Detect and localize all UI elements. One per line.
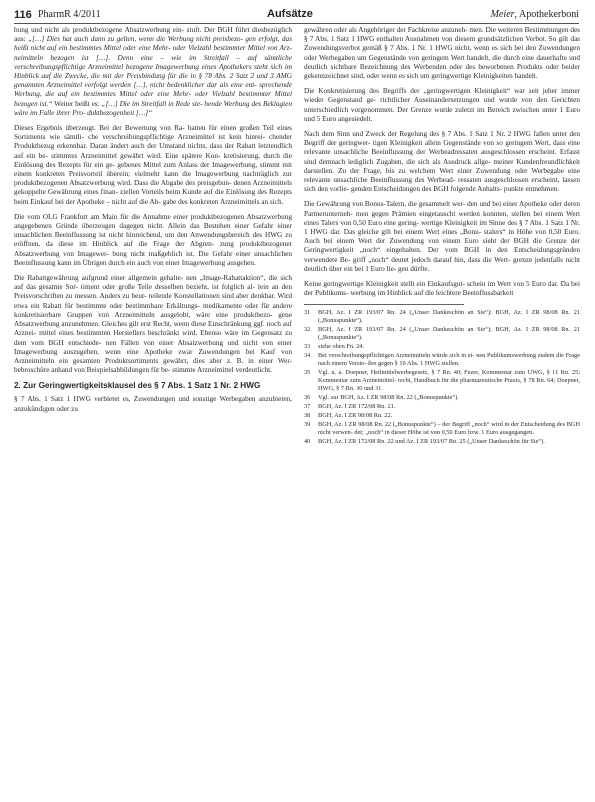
footnote [304, 403, 580, 411]
author-name: Meier [490, 9, 515, 20]
footnote-text: Bei verschreibungspflichtigen Arzneimitteln würde sich in ei- nen Publikumswerbung zudem die Frage nach einem Versto- ßes gegen § 10 Abs. 1 HWG stellen. [318, 352, 580, 368]
paragraph: § 7 Abs. 1 Satz 1 HWG verbietet es, Zuwendungen und sonstige Werbegaben anzubieten, anzukündigen oder zu [14, 395, 292, 413]
footnote-text: BGH, Az. I ZR 193/07 Rn. 24 („Unser Dankeschön an Sie“); BGH, Az. I ZR 98/08 Rn. 21 („Bonuspunkte“). [318, 326, 580, 342]
footnote [304, 352, 580, 368]
footnote [304, 369, 580, 393]
paragraph [14, 26, 292, 118]
paragraph: Nach dem Sinn und Zweck der Regelung des § 7 Abs. 1 Satz 1 Nr. 2 HWG fallen unter den Begriff der geringwer- tigen Kleinigkeit allein Gegenstände von so geringem Wert, dass eine relevante unsachliche Beeinflussung der Werbeadressaten ausgeschlossen erscheint. Erfasst sind demnach lediglich Zugaben, die sich als Ausdruck allge- meiner Kundenfreundlichkeit darstellen. Zu der Frage, bis zu welchem Wert einer Zuwendung oder Werbegabe eine relevante unsachliche Beeinflussung des Werbead- ressaten ausgeschlossen erscheint, lassen sich den vorlie- genden Entscheidungen des BGH folgende Anhalts- punkte entnehmen. [304, 130, 580, 194]
paragraph: Dieses Ergebnis überzeugt. Bei der Bewertung von Ra- batten für einen großen Teil eines Sortiments wie sämtli- che verschreibungspflichtige Arzneimittel ist kein hinrei- chender Produktbezug erkennbar. Daran ändert auch der Umstand nichts, dass der Rabatt letztendlich auf ein be- stimmtes Arzneimittel gewährt wird. Eine spätere Kon- kretisierung, durch die Einlösung des Rezepts für ein ge- gebenes Mittel zum Anlass der Imagewerbung, stimmt mit einem konkreten Preisvorteil überein; vielmehr kann die Imagewerbung nachträglich zur produktbezogenen Absatzwerbung wird. Dass die Abgabe des preisgebun- denen Arzneimittels gekoppelte Gewährung eines finan- ziellen Vorteils beim Kunde auf die Einlösung des Rezepts beim Einkauf bei der Apotheke – nicht auf die Ab- gabe des konkreten Arzneimittels an sich. [14, 124, 292, 206]
running-author: Meier, Apothekerboni [490, 9, 579, 20]
footnote-number: 37 [304, 403, 311, 411]
footnote-text: Vgl. zur BGH, Az. I ZR 98/08 Rn. 22 („Bonuspunkte“). [318, 394, 459, 402]
paragraph: Die Konkretisierung des Begriffs der „geringwertigen Kleinigkeit“ war seit jeher immer wieder Gegenstand ge- richtlicher Auseinandersetzungen und wurde von den Gerichten unterschiedlich vorgenommen. Der Grenze wurde zuletzt im Bereich zwischen unter 1 Euro und 5 Euro angesiedelt. [304, 87, 580, 123]
footnote-number: 31 [304, 309, 311, 317]
footnote [304, 394, 580, 402]
paragraph: Die vom OLG Frankfurt am Main für die Annahme einer produktbezogenen Absatzwerbung angegebenen Gründe überzeugen dagegen nicht. Allein das Bestehen einer Gefahr einer unsachlichen Beeinflussung ist nicht hinreichend, um den Anwendungsbereich des HWG zu eröffnen, da diese im Hinblick auf die Frage der Abgren- zung produktbezogener Absatzwerbung von Imagewer- bung nicht maßgeblich ist. Die Gefahr einer unsachlichen Beeinflussung kann im Übrigen durch ein auch von einer Imagewerbung ausgehen. [14, 212, 292, 267]
left-column [14, 26, 292, 796]
article-title-short: Apothekerboni [519, 9, 579, 20]
paragraph: Die Rabattgewährung aufgrund einer allgemein gehalte- nen „Image-Rabattaktion“, die sich auf das gesamte Sor- timent oder große Teile desselben bezieht, ist folglich al- lein an den Preisvorschriften zu messen. Anders zu beur- teilende Konstellationen sind aber denkbar. Wird etwa ein Rabatt für bestimmte oder bestimmbare Erkältungs- medikamente oder für andere konkretisierbare Gruppen von Arzneimitteln ausgelobt, wäre eine produktbezo- gene Absatzwerbung anzunehmen. Gleiches gilt erst Recht, wenn diese Einschränkung ggf. noch auf Arznei- mittel eines bestimmten Herstellers beschränkt wird. Ebenso wäre im Gegensatz zu dem vom BGH entschiede- nen Fällen von einer Absatzwerbung und nicht von einer Imagewerbung auszugehen, wenn eine Apotheke zwar Zuwendungen bei Kauf von Arzneimitteln ein gesamten Produktsortiments gewährt, dies aber z. B. in einer Wer- bebroschüre anhand von Beispielsabbildungen für be- stimmte Arzneimittel verdeutlicht. [14, 274, 292, 375]
footnote-divider [304, 304, 464, 305]
paragraph-text: Weiter heißt es: [52, 99, 102, 108]
footnote-text: BGH, Az. I ZR 172/08 Rn. 21. [318, 403, 396, 411]
footnote-text: siehe oben Fn. 24. [318, 343, 364, 351]
page-number: 116 [14, 9, 32, 21]
footnote [304, 438, 580, 446]
right-column [304, 26, 580, 796]
footnote [304, 309, 580, 325]
footnote [304, 421, 580, 437]
section-heading: 2. Zur Geringwertigkeitsklausel des § 7 Abs. 1 Satz 1 Nr. 2 HWG [14, 381, 261, 391]
footnote-text: BGH, Az. I ZR 98/08 Rn. 22 („Bonuspunkte“) – der Begriff „noch“ wird in der Entscheidung des BGH nicht verwen- det; „noch“ in dieser Höhe ist von 0,50 Euro bzw. 1 Euro ausgegangen. [318, 421, 580, 437]
footnotes [304, 309, 580, 446]
footnote-number: 35 [304, 369, 311, 377]
quote-text: „[…] Dies hat auch dann zu gelten, wenn die Werbung nicht preisbezo- gen erfolgt, das heißt nicht auf ein bestimmtes Mittel oder eine Mehr- oder Vielzahl bestimmter Mittel von Arz- neimitteln bezogen ist […]. Denn eine – wie im Streitfall – auf sämtliche verschreibungspflichtige Arzneimittel bezogene Imagewerbung eines Apothekers steht sich im Hinblick auf die Zwecke, die mit der Preisbindung für die in § 78 Abs. 2 Satz 2 und 3 AMG genannten Arzneimittel verfolgt werden […], nicht bedenklicher dar als eine ent- sprechende Werbung, die auf ein bestimmtes Mittel oder eine Mehr- oder Vielzahl bestimmter Mittel bezogen ist.“ [14, 35, 292, 108]
footnote-text: BGH, Az. I ZR 172/08 Rn. 22 und Az. I ZR 193/07 Rn. 25 („Unser Dankeschön für Sie“). [318, 438, 545, 446]
paragraph-text: bung und nicht als produktbezogene Absatzwerbung ein- stuft. Der BGH führt diesbezüglich aus: [14, 26, 292, 44]
footnote-text: Vgl. u. a. Doepner, Heilmittelwerbegesetz, § 7 Rn. 40; Fezer, Kommentar zum UWG, § 11 Rn. 25; Kommentar zum Arzneimittel- recht, Handbuch für die pharmazeutische Praxis, § 78 Rn. 64; Doepner, HWG, § 7 Rn. 30 und 31. [318, 369, 580, 393]
footnote-number: 40 [304, 438, 311, 446]
footnote-number: 38 [304, 412, 311, 420]
quote-text: „[…] Die im Streitfall in Rede ste- hende Werbung des Beklagten wäre im Falle ihrer Pro- duktbezogenheit […]“ [14, 99, 292, 117]
footnote-number: 32 [304, 326, 311, 334]
footnote [304, 412, 580, 420]
footnote-text: BGH, Az. I ZR 193/07 Rn. 24 („Unser Dankeschön an Sie“); BGH, Az. I ZR 98/08 Rn. 21 („Bonuspunkte“). [318, 309, 580, 325]
footnote-number: 36 [304, 394, 311, 402]
section-title: Aufsätze [267, 8, 313, 20]
footnote-number: 39 [304, 421, 311, 429]
footnote [304, 343, 580, 351]
journal-name: PharmR 4/2011 [38, 9, 101, 20]
footnote-text: BGH, Az. I ZR 98/08 Rn. 22. [318, 412, 393, 420]
footnote-number: 34 [304, 352, 311, 360]
paragraph: gewähren oder als Angehöriger der Fachkreise anzuneh- men. Die weiteren Bestimmungen des § 7 Abs. 1 Satz 1 HWG enthalten Ausnahmen von diesem grundsätzlichen Verbot. So gilt das Zuwendungsverbot gemäß § 7 Abs. 1 Nr. 1 HWG nicht, wenn es sich bei den Zuwendungen oder Werbegaben um Gegenstände von geringem Wert handelt, die durch eine dauerhafte und deutlich sichtbare Bezeichnung des Werbenden oder des beworbenen Produkts oder beider gekennzeichnet sind, oder wenn es sich um geringwertige Kleinigkeiten handelt. [304, 26, 580, 81]
paragraph: Keine geringwertige Kleinigkeit stellt ein Einkaufsgut- schein im Wert von 5 Euro dar. Da bei der Publikums- werbung im Hinblick auf die leichtere Beeinflussbarkeit [304, 280, 580, 298]
page-header [14, 8, 579, 24]
paragraph: Die Gewährung von Bonus-Talern, die gesammelt wer- den und bei einer Apotheke oder deren Partnerunterneh- men gegen Prämien eingetauscht werden konnten, stellen bei einem Wert eines Talers von 0,50 Euro eine gering- wertige Kleinigkeit im Sinne des § 7 Abs. 1 Satz 1 Nr. 1 HWG dar. Das gleiche gilt bei einem Wert eines „Bonu- stalers“ in Höhe von 0,50 Euro. Auch bei einem Wert der Zuwendung von einem Euro sieht der BGH die Grenze der Geringwertigkeit „noch“ eingehalten. Der vom BGH in den Entscheidungsgründen verwendete Be- griff „noch“ deutet jedoch darauf hin, dass die Wert- grenze jedenfalls nicht deutlich über ein bei 1 Euro lie- gen dürfte. [304, 200, 580, 273]
footnote [304, 326, 580, 342]
footnote-number: 33 [304, 343, 311, 351]
